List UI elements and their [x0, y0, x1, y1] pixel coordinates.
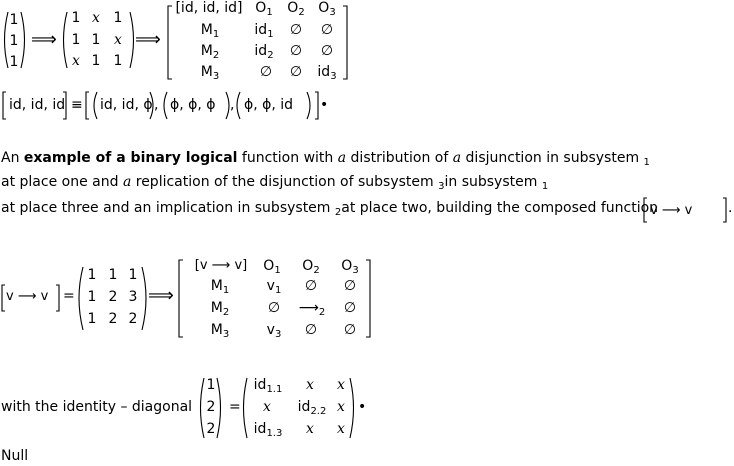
eq3-cell-3-2: ∅ [304, 322, 318, 338]
eq3-col-o1: $O_1$ [263, 258, 281, 276]
eq1-m-1-1: 1 [91, 32, 101, 48]
eq1-col-o3: $O_3$ [318, 0, 336, 18]
eq1-m-1-2: x [114, 32, 122, 48]
eq2-part-2: ϕ, ϕ, ϕ [170, 97, 216, 113]
eq3-m-1-1: 2 [108, 289, 118, 305]
eq1-cell-2-2: ∅ [289, 43, 303, 59]
eq3-eq: = [63, 288, 75, 304]
eq1-vec-2: 1 [9, 54, 19, 70]
eq4-m-2-1: x [306, 421, 314, 437]
eq1-m-0-1: x [92, 10, 100, 26]
eq1-cell-3-3: $id_3$ [317, 64, 337, 82]
para-period: . [728, 200, 733, 216]
eq3-m-0-2: 1 [128, 267, 138, 283]
eq3-m-1-0: 1 [87, 289, 97, 305]
eq3-m-2-2: 2 [128, 311, 138, 327]
eq3-cell-2-1: ∅ [267, 300, 281, 316]
eq3-cell-2-2: $⟶_2$ [298, 300, 326, 318]
paragraph-line-3: at place three and an implication in subsystem $_2$at place two, building the composed function [1, 200, 659, 218]
eq1-row-m3: $M_3$ [200, 64, 220, 82]
eq3-row-m1: $M_1$ [210, 278, 230, 296]
eq1-row-m2: $M_2$ [200, 43, 220, 61]
eq1-vec-1: 1 [9, 33, 19, 49]
paragraph-line-2: at place one and a replication of the disjunction of subsystem $_3$in subsystem $_1$ [1, 174, 549, 192]
eq4-vec-2: 2 [206, 421, 216, 437]
eq2-part-3: ϕ, ϕ, id [244, 97, 294, 113]
eq4-vec-0: 1 [206, 377, 216, 393]
eq4-m-1-2: x [337, 399, 345, 415]
eq4-vec-1: 2 [206, 399, 216, 415]
eq4-m-0-1: x [306, 377, 314, 393]
eq1-row-m1: $M_1$ [200, 22, 220, 40]
eq3-cell-1-3: ∅ [343, 278, 357, 294]
eq4-m-2-0: $id_{1.3}$ [253, 421, 283, 439]
eq3-implies-arrow: ⟹ [148, 285, 174, 306]
eq1-cell-1-2: ∅ [289, 22, 303, 38]
eq4-label: with the identity – diagonal [1, 399, 193, 415]
eq1-m-0-0: 1 [71, 10, 81, 26]
eq3-cell-1-2: ∅ [304, 278, 318, 294]
eq1-implies-arrow: ⟹ [31, 29, 57, 50]
eq1-cell-2-3: ∅ [320, 43, 334, 59]
eq4-m-1-0: x [263, 399, 271, 415]
eq1-cell-3-2: ∅ [289, 64, 303, 80]
eq1-m-2-2: 1 [113, 53, 123, 69]
eq1-cell-1-3: ∅ [320, 22, 334, 38]
eq1-cell-3-1: ∅ [259, 64, 273, 80]
eq1-col-o1: $O_1$ [255, 0, 273, 18]
eq4-bullet: • [358, 399, 367, 415]
eq3-m-2-0: 1 [87, 311, 97, 327]
eq3-m-1-2: 3 [128, 289, 138, 305]
eq3-row-m3: $M_3$ [210, 322, 230, 340]
eq1-implies-arrow-2: ⟹ [135, 29, 161, 50]
eq3-col-o3: $O_3$ [341, 258, 359, 276]
eq2-lhs: id, id, id [9, 97, 66, 113]
eq1-cell-1-1: $id_1$ [254, 22, 274, 40]
eq4-eq: = [229, 399, 241, 415]
eq2-comma-2: , [230, 97, 235, 113]
eq1-m-2-1: 1 [91, 53, 101, 69]
eq1-cell-2-1: $id_2$ [254, 43, 274, 61]
eq4-m-0-0: $id_{1.1}$ [253, 377, 283, 395]
eq3-m-0-1: 1 [108, 267, 118, 283]
eq2-equiv: ≡ [71, 97, 83, 113]
eq3-cell-2-3: ∅ [343, 300, 357, 316]
eq3-row-m2: $M_2$ [210, 300, 230, 318]
eq3-cell-3-1: $v_3$ [266, 322, 282, 340]
eq3-cell-1-1: $v_1$ [266, 278, 282, 296]
eq4-m-2-2: x [337, 421, 345, 437]
eq4-m-1-1: $id_{2.2}$ [297, 399, 327, 417]
paragraph-line-1: An example of a binary logical function with a distribution of a disjunction in subsystem $_1$ [1, 150, 650, 168]
eq3-cell-3-3: ∅ [343, 322, 357, 338]
null-text: Null [1, 448, 29, 464]
para-composed-function: v ⟶ v [650, 203, 693, 218]
eq1-vec-0: 1 [9, 12, 19, 28]
eq2-comma-1: , [154, 97, 159, 113]
eq3-lhs: v ⟶ v [6, 289, 49, 304]
eq1-m-1-0: 1 [71, 32, 81, 48]
eq1-m-0-2: 1 [113, 10, 123, 26]
eq3-table-corner: [v ⟶ v] [194, 258, 248, 273]
eq2-part-1: id, id, ϕ [100, 97, 153, 113]
eq1-table-corner: [id, id, id] [175, 0, 243, 16]
eq2-bullet: • [320, 97, 329, 113]
eq1-m-2-0: x [72, 53, 80, 69]
eq1-col-o2: $O_2$ [287, 0, 305, 18]
eq3-m-0-0: 1 [87, 267, 97, 283]
eq4-m-0-2: x [337, 377, 345, 393]
eq3-col-o2: $O_2$ [302, 258, 320, 276]
eq3-m-2-1: 2 [108, 311, 118, 327]
